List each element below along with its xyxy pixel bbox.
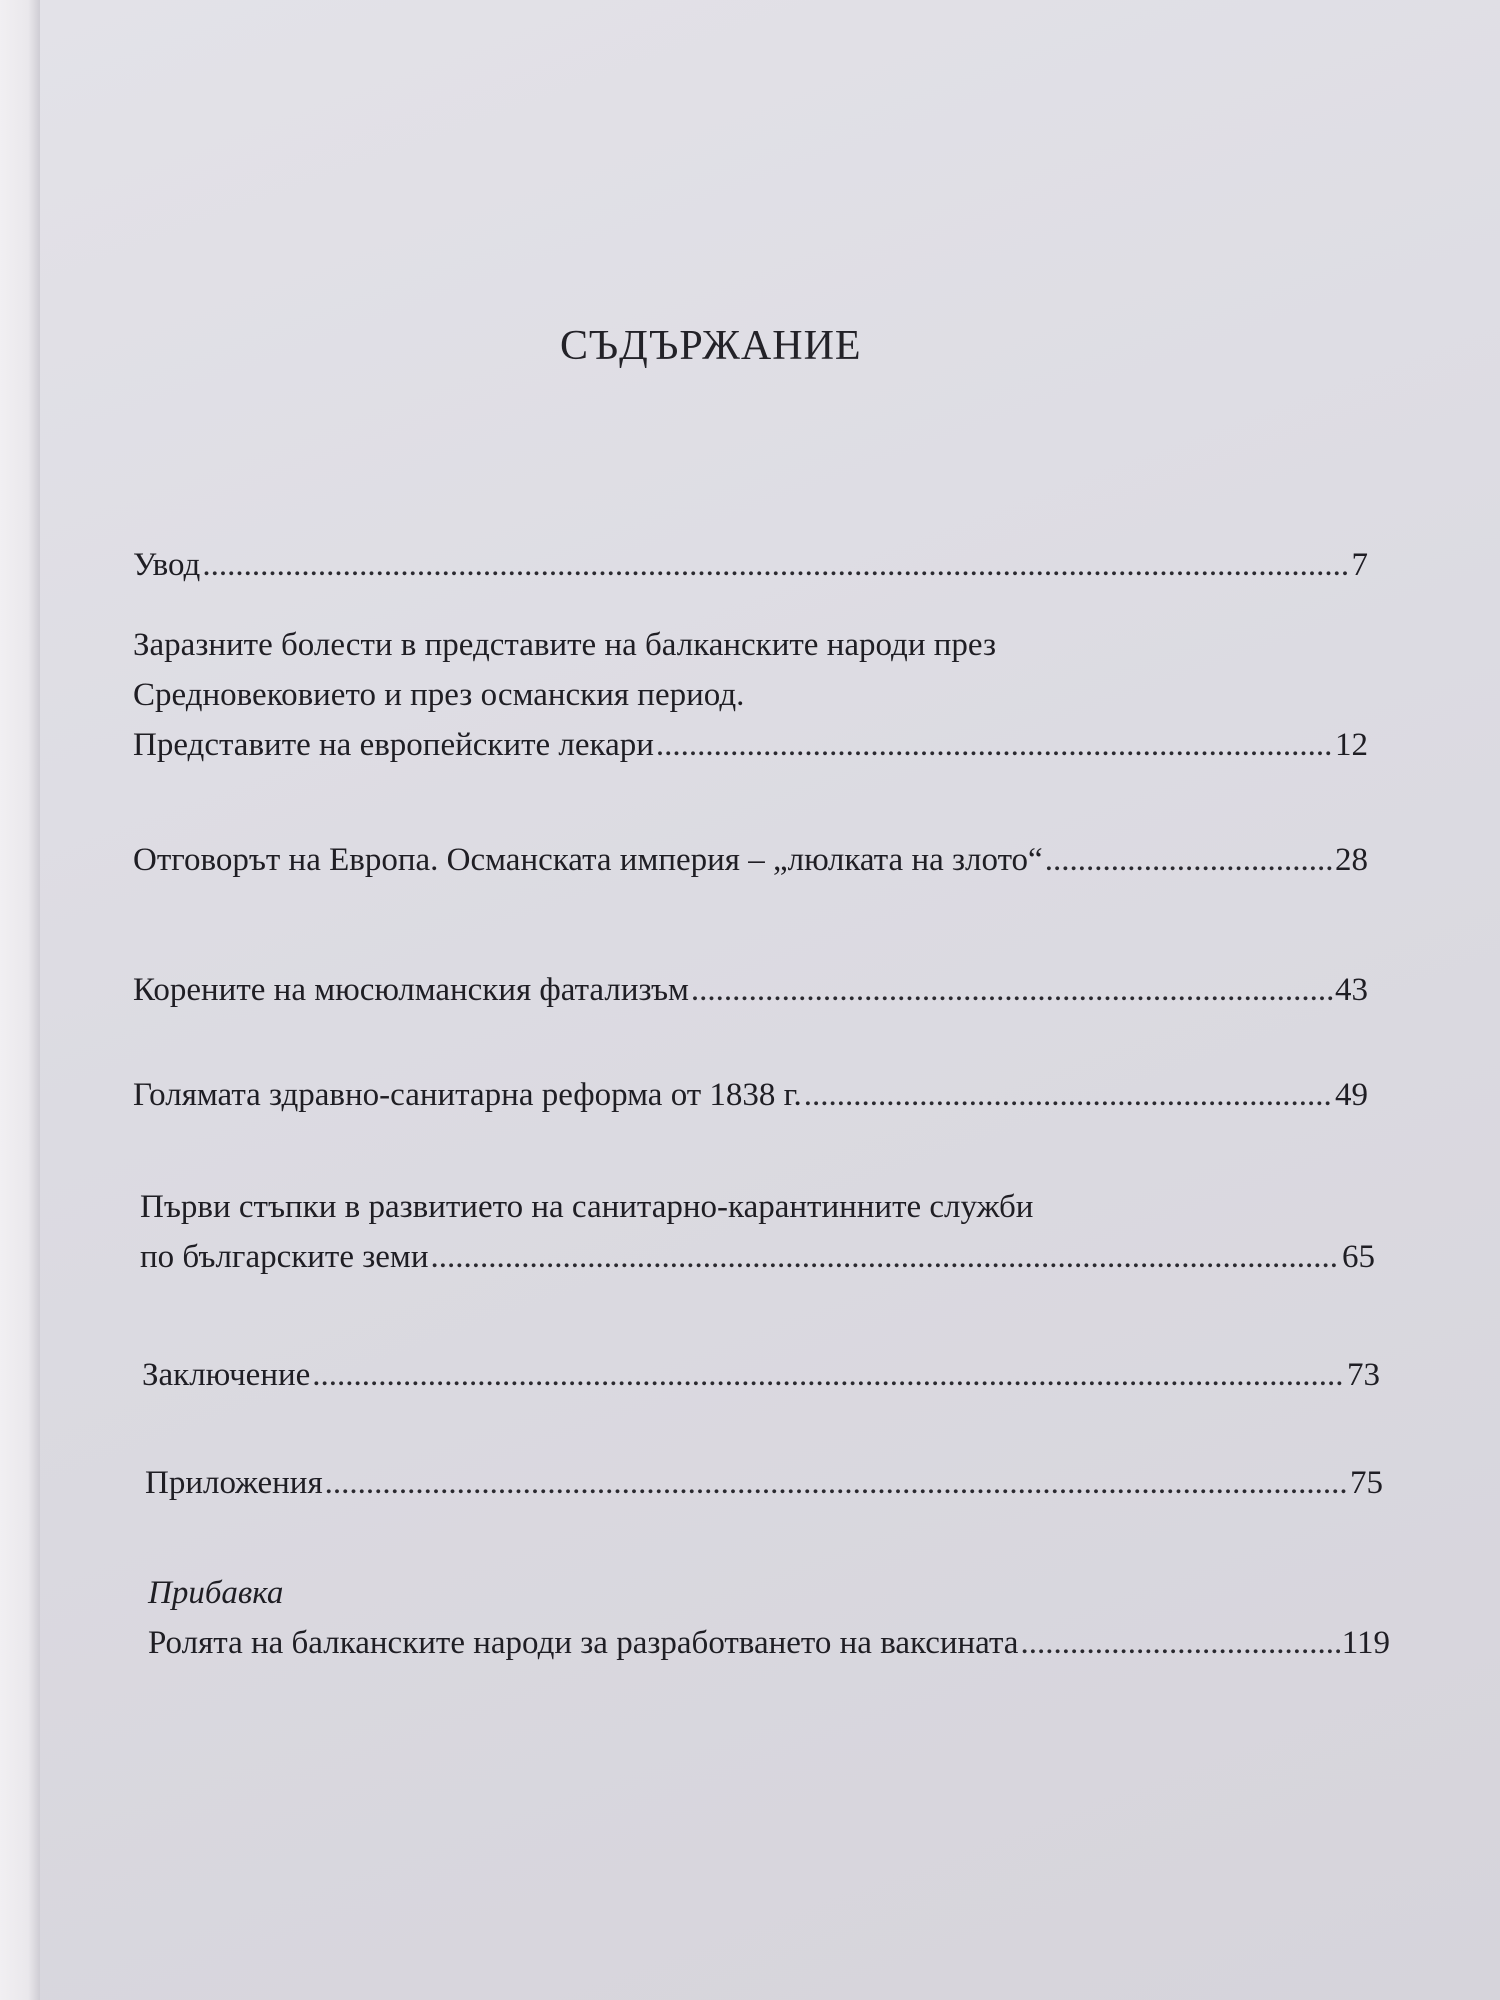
toc-entry-label: Ролята на балканските народи за разработването на ваксината	[148, 1625, 1019, 1661]
toc-entry-intro[interactable]	[133, 540, 1368, 590]
toc-entry-title-line: Заразните болести в представите на балканските народи през	[133, 627, 996, 663]
toc-entry-europe-response[interactable]	[133, 835, 1368, 885]
toc-leader-dots	[1020, 1618, 1339, 1668]
toc-entry-quarantine-services[interactable]	[140, 1182, 1375, 1282]
toc-line	[148, 1618, 1390, 1668]
toc-page-number: 12	[1335, 727, 1368, 763]
toc-leader-dots	[804, 1070, 1333, 1120]
toc-entry-appendices[interactable]	[145, 1458, 1383, 1508]
toc-leader-dots	[325, 1458, 1348, 1508]
toc-leader-dots	[312, 1350, 1345, 1400]
toc-entry-sanitary-reform[interactable]	[133, 1070, 1368, 1120]
toc-entry-label: Голямата здравно-санитарна реформа от 1838 г.	[133, 1077, 802, 1113]
toc-entry-title-line: Средновековието и през османския период.	[133, 677, 745, 713]
toc-entry-conclusion[interactable]	[142, 1350, 1380, 1400]
toc-page-number: 65	[1342, 1239, 1375, 1275]
toc-line	[133, 835, 1368, 885]
toc-leader-dots	[656, 720, 1333, 770]
toc-leader-dots	[691, 965, 1333, 1015]
toc-entry-label: Отговорът на Европа. Османската империя – „люлката на злото“	[133, 842, 1043, 878]
toc-leader-dots	[1045, 835, 1333, 885]
toc-line	[133, 720, 1368, 770]
toc-line	[145, 1458, 1383, 1508]
toc-line	[133, 1070, 1368, 1120]
toc-entry-title-line: Първи стъпки в развитието на санитарно-карантинните служби	[140, 1189, 1034, 1225]
toc-entry-fatalism[interactable]	[133, 965, 1368, 1015]
toc-line	[142, 1350, 1380, 1400]
toc-entry-label: Увод	[133, 547, 201, 583]
toc-entry-label: Корените на мюсюлманския фатализъм	[133, 972, 689, 1008]
toc-line	[133, 540, 1368, 590]
toc-page-number: 43	[1335, 972, 1368, 1008]
toc-page-number: 75	[1350, 1465, 1383, 1501]
toc-entry-label: Представите на европейските лекари	[133, 727, 654, 763]
toc-page-number: 7	[1351, 547, 1368, 583]
toc-entry-vaccine[interactable]	[148, 1568, 1390, 1668]
toc-page-number: 119	[1341, 1625, 1390, 1661]
toc-entry-label: Приложения	[145, 1465, 323, 1501]
toc-addendum-label: Прибавка	[148, 1575, 284, 1611]
toc-page-number: 49	[1335, 1077, 1368, 1113]
toc-entry-label: по българските земи	[140, 1239, 429, 1275]
toc-leader-dots	[430, 1232, 1340, 1282]
toc-line	[140, 1232, 1375, 1282]
toc-entry-infectious-diseases[interactable]	[133, 620, 1368, 770]
toc-page-number: 73	[1347, 1357, 1380, 1393]
toc-entry-label: Заключение	[142, 1357, 311, 1393]
toc-line	[133, 965, 1368, 1015]
toc-page-number: 28	[1335, 842, 1368, 878]
toc-leader-dots	[202, 540, 1349, 590]
page-title: СЪДЪРЖАНИЕ	[560, 323, 862, 369]
